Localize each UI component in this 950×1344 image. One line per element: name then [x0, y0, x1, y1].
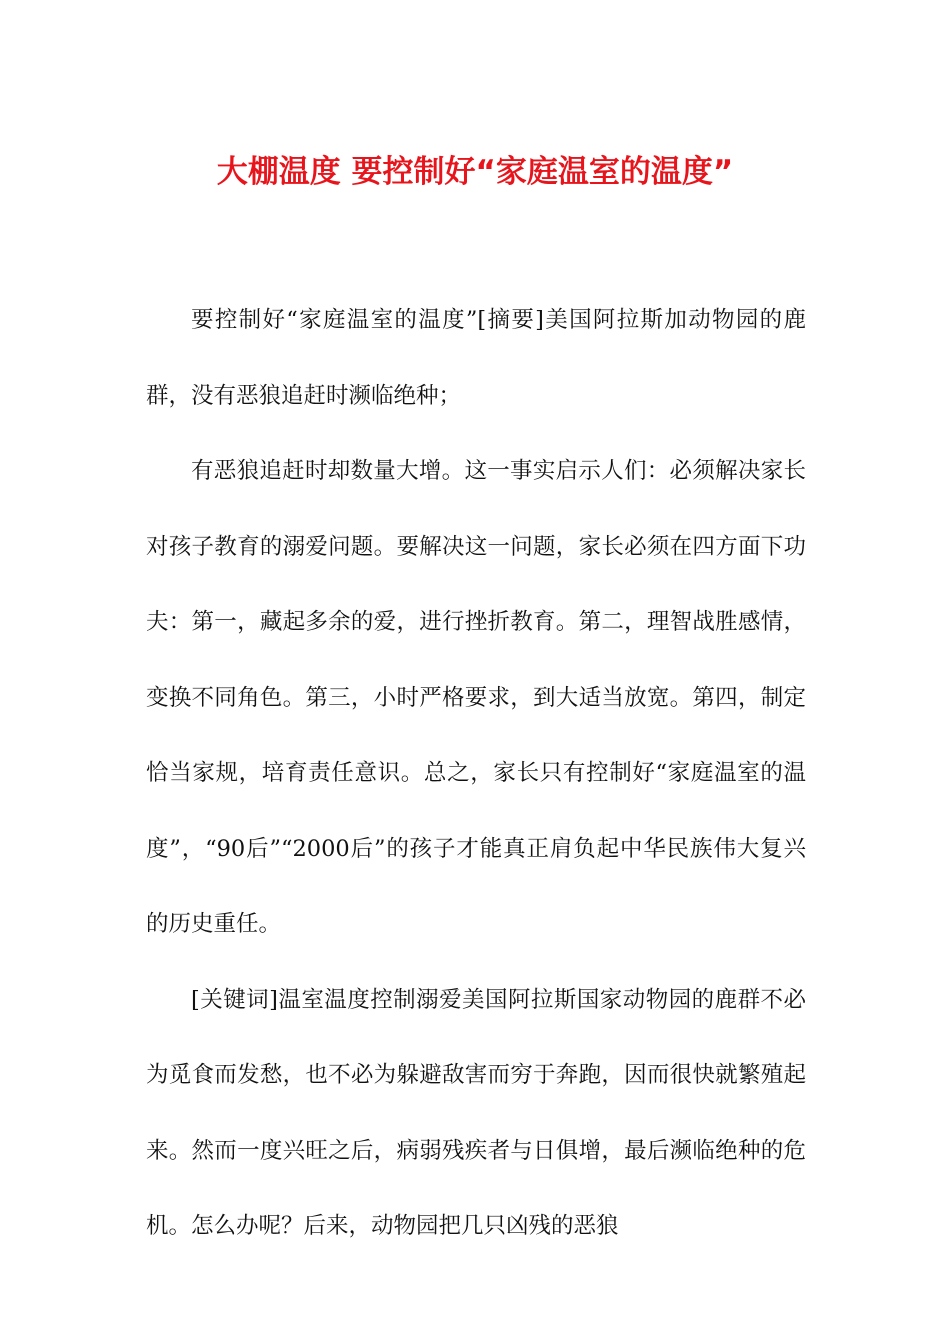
paragraph-abstract: 要控制好“家庭温室的温度”[摘要]美国阿拉斯加动物园的鹿群，没有恶狼追赶时濒临绝种；: [146, 307, 806, 409]
paragraph-keywords: [关键词]温室温度控制溺爱美国阿拉斯国家动物园的鹿群不必为觅食而发愁，也不必为躲避敌害而穷于奔跑，因而很快就繁殖起来。然而一度兴旺之后，病弱残疾者与日俱增，最后濒临绝种的危机。怎么办呢？后来，动物园把几只凶残的恶狼: [146, 986, 806, 1239]
document-title: 大棚温度 要控制好“家庭温室的温度”: [216, 154, 734, 190]
paragraph-main: 有恶狼追赶时却数量大增。这一事实启示人们：必须解决家长对孩子教育的溺爱问题。要解决这一问题，家长必须在四方面下功夫：第一，藏起多余的爱，进行挫折教育。第二，理智战胜感情，变换不同角色。第三，小时严格要求，到大适当放宽。第四，制定恰当家规，培育责任意识。总之，家长只有控制好“家庭温室的温度”，“90后”“2000后”的孩子才能真正肩负起中华民族伟大复兴的历史重任。: [146, 458, 806, 937]
document-body: [146, 283, 806, 1265]
